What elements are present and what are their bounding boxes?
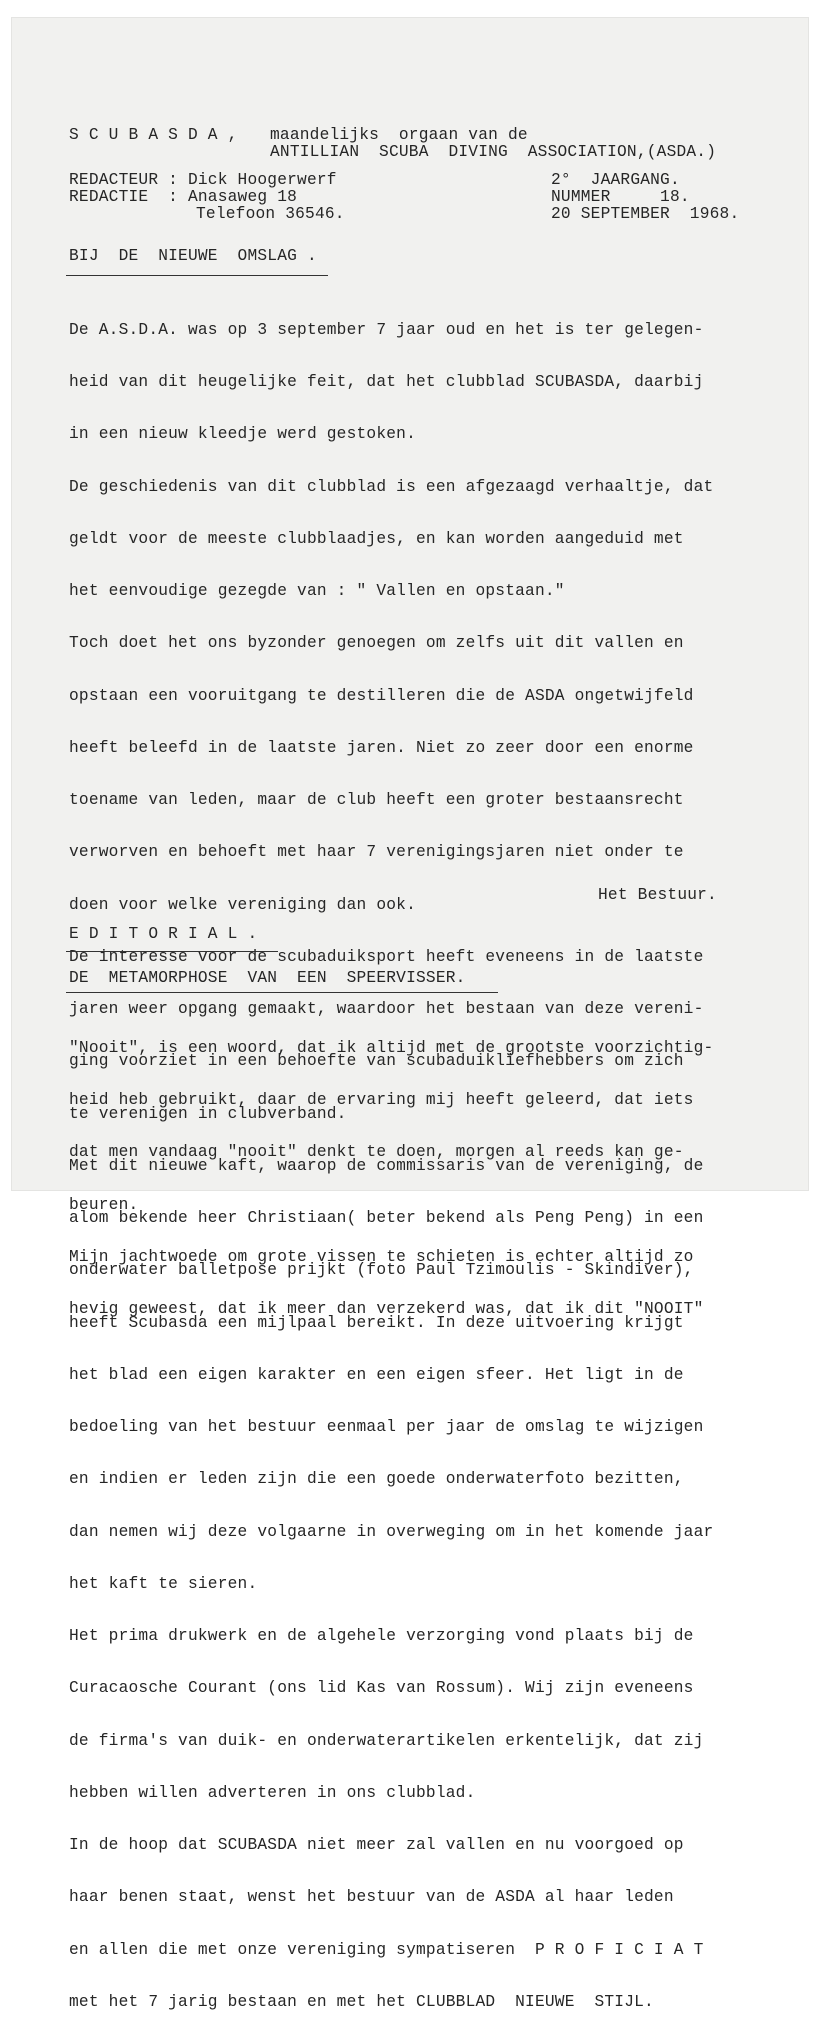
body-line: heeft Scubasda een mijlpaal bereikt. In deze uitvoering krijgt <box>69 1313 684 1332</box>
body-line: ging voorziet in een behoefte van scubaduikliefhebbers om zich <box>69 1052 684 1071</box>
signature: Het Bestuur. <box>598 886 717 904</box>
body-line: De geschiedenis van dit clubblad is een afgezaagd verhaaltje, dat <box>69 477 714 496</box>
body-line: het kaft te sieren. <box>69 1574 258 1593</box>
body-line: en allen die met onze vereniging sympatiseren P R O F I C I A T <box>69 1940 704 1959</box>
body-line: Het prima drukwerk en de algehele verzorging vond plaats bij de <box>69 1627 694 1646</box>
body-line: heeft beleefd in de laatste jaren. Niet zo zeer door een enorme <box>69 738 694 757</box>
date-line: 20 SEPTEMBER 1968. <box>551 205 740 223</box>
body-line: opstaan een vooruitgang te destilleren die de ASDA ongetwijfeld <box>69 686 694 705</box>
body-line: doen voor welke vereniging dan ook. <box>69 895 416 914</box>
jaargang-line: 2° JAARGANG. <box>551 171 680 189</box>
body-line: Toch doet het ons byzonder genoegen om zelfs uit dit vallen en <box>69 634 684 653</box>
body-line: te verenigen in clubverband. <box>69 1104 347 1123</box>
body-line: bedoeling van het bestuur eenmaal per jaar de omslag te wijzigen <box>69 1418 704 1437</box>
redactie-line: REDACTIE : Anasaweg 18 <box>69 188 298 206</box>
body-line: de firma's van duik- en onderwaterartikelen erkentelijk, dat zij <box>69 1731 704 1750</box>
editorial-heading-underline <box>66 951 278 952</box>
telefoon-line: Telefoon 36546. <box>196 205 345 223</box>
body-line: In de hoop dat SCUBASDA niet meer zal vallen en nu voorgoed op <box>69 1836 684 1855</box>
masthead-subtitle-line2: ANTILLIAN SCUBA DIVING ASSOCIATION,(ASDA.) <box>270 143 717 161</box>
nummer-line: NUMMER 18. <box>551 188 690 206</box>
body-line: jaren weer opgang gemaakt, waardoor het bestaan van deze vereni- <box>69 1000 704 1019</box>
editorial-heading: E D I T O R I A L . <box>69 925 258 943</box>
body-line: het eenvoudige gezegde van : " Vallen en opstaan." <box>69 582 565 601</box>
editorial-body <box>69 1005 713 1336</box>
body-line: hevig geweest, dat ik meer dan verzekerd was, dat ik dit "NOOIT" <box>69 1300 704 1319</box>
body-line: alom bekende heer Christiaan( beter bekend als Peng Peng) in een <box>69 1209 704 1228</box>
masthead-subtitle-line1: maandelijks orgaan van de <box>270 126 528 144</box>
body-line: het blad een eigen karakter en een eigen sfeer. Het ligt in de <box>69 1365 684 1384</box>
body-line: heid heb gebruikt, daar de ervaring mij heeft geleerd, dat iets <box>69 1091 694 1110</box>
body-line: Mijn jachtwoede om grote vissen te schieten is echter altijd zo <box>69 1247 694 1266</box>
redacteur-line: REDACTEUR : Dick Hoogerwerf <box>69 171 337 189</box>
body-line: "Nooit", is een woord, dat ik altijd met de grootste voorzichtig- <box>69 1038 714 1057</box>
body-line: dan nemen wij deze volgaarne in overweging om in het komende jaar <box>69 1522 714 1541</box>
body-line: beuren. <box>69 1195 139 1214</box>
body-line: met het 7 jarig bestaan en met het CLUBBLAD NIEUWE STIJL. <box>69 1992 654 2011</box>
section1-heading: BIJ DE NIEUWE OMSLAG . <box>69 247 317 265</box>
body-line: haar benen staat, wenst het bestuur van de ASDA al haar leden <box>69 1888 674 1907</box>
masthead-title: S C U B A S D A , <box>69 126 238 144</box>
body-line: en indien er leden zijn die een goede onderwaterfoto bezitten, <box>69 1470 684 1489</box>
body-line: in een nieuw kleedje werd gestoken. <box>69 425 416 444</box>
body-line: hebben willen adverteren in ons clubblad. <box>69 1783 476 1802</box>
body-line: heid van dit heugelijke feit, dat het clubblad SCUBASDA, daarbij <box>69 373 704 392</box>
body-line: Met dit nieuwe kaft, waarop de commissaris van de vereniging, de <box>69 1156 704 1175</box>
body-line: De interesse voor de scubaduiksport heeft eveneens in de laatste <box>69 947 704 966</box>
body-line: Curacaosche Courant (ons lid Kas van Rossum). Wij zijn eveneens <box>69 1679 694 1698</box>
editorial-subheading: DE METAMORPHOSE VAN EEN SPEERVISSER. <box>69 969 466 987</box>
body-line: geldt voor de meeste clubblaadjes, en kan worden aangeduid met <box>69 529 684 548</box>
body-line: De A.S.D.A. was op 3 september 7 jaar oud en het is ter gelegen- <box>69 320 704 339</box>
section1-heading-underline <box>66 275 328 276</box>
body-line: toename van leden, maar de club heeft een groter bestaansrecht <box>69 791 684 810</box>
body-line: dat men vandaag "nooit" denkt te doen, morgen al reeds kan ge- <box>69 1143 684 1162</box>
body-line: verworven en behoeft met haar 7 verenigingsjaren niet onder te <box>69 843 684 862</box>
editorial-subheading-underline <box>66 992 498 993</box>
body-line: onderwater balletpose prijkt (foto Paul Tzimoulis - Skindiver), <box>69 1261 694 1280</box>
